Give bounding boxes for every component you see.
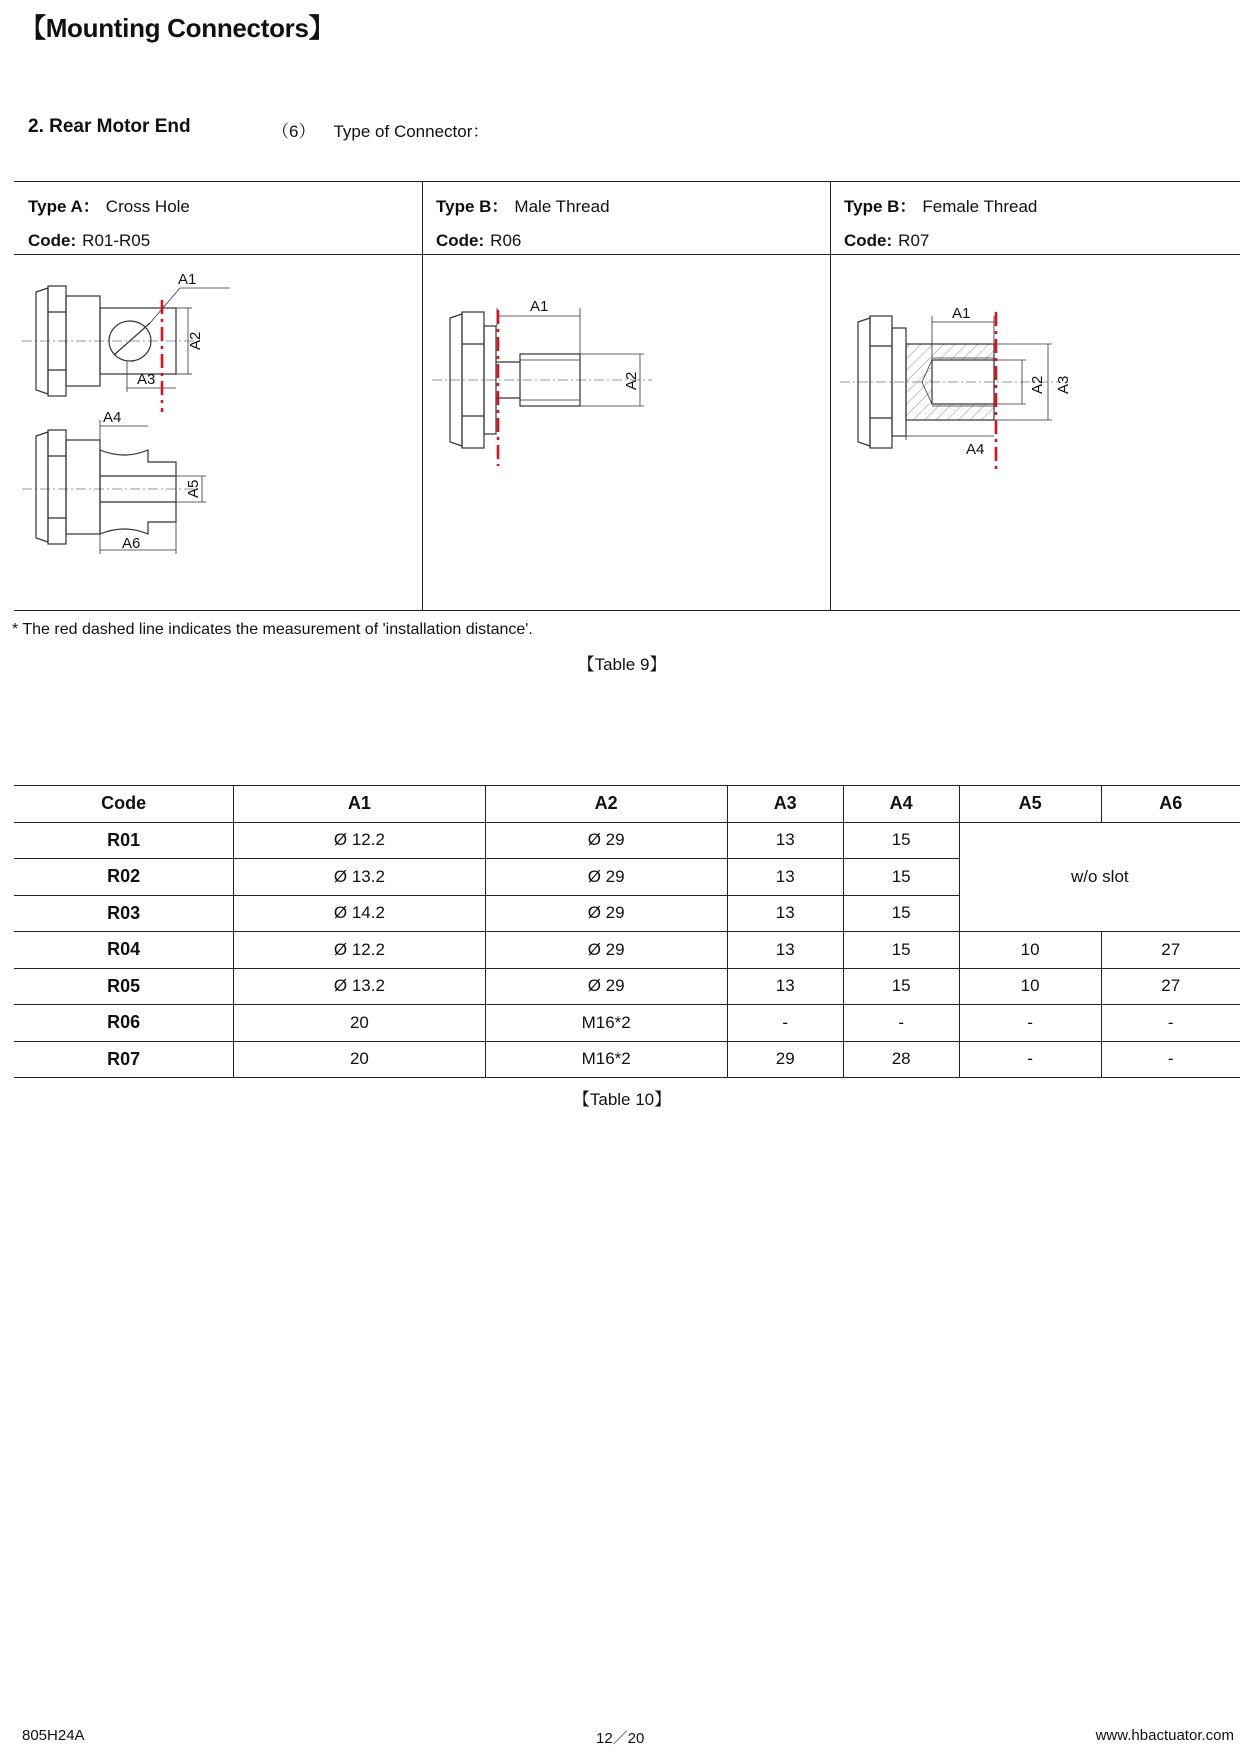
female-thread-drawing: [830, 254, 1240, 610]
cell: Ø 29: [485, 895, 727, 932]
male-thread-drawing: [422, 254, 830, 610]
col-header: A6: [1101, 786, 1240, 823]
table-header-row: [14, 786, 1240, 823]
cell: -: [1101, 1005, 1240, 1042]
row-code: R03: [14, 895, 234, 932]
section-heading: 2. Rear Motor End: [28, 116, 191, 137]
table-row: [14, 932, 1240, 969]
type-a-header: Type A： Cross Hole Code: R01-R05: [28, 197, 190, 250]
cell: 27: [1101, 932, 1240, 969]
col-header: A4: [843, 786, 959, 823]
cell: 10: [959, 932, 1101, 969]
table-row: [14, 1005, 1240, 1042]
cross-hole-drawing: [14, 254, 422, 610]
svg-text:A4: A4: [103, 409, 122, 426]
cell: 27: [1101, 968, 1240, 1005]
footer-doc-code: 805H24A: [22, 1727, 85, 1744]
cell: 10: [959, 968, 1101, 1005]
row-code: R01: [14, 822, 234, 859]
cell: 13: [727, 822, 843, 859]
cell: Ø 29: [485, 932, 727, 969]
cell: Ø 29: [485, 822, 727, 859]
svg-text:A2: A2: [623, 371, 640, 390]
cell: 13: [727, 968, 843, 1005]
svg-text:A5: A5: [185, 479, 202, 498]
cell: 29: [727, 1041, 843, 1078]
cell: -: [727, 1005, 843, 1042]
cell: 28: [843, 1041, 959, 1078]
cell: Ø 13.2: [234, 859, 485, 896]
cell: Ø 29: [485, 968, 727, 1005]
cell: 13: [727, 895, 843, 932]
cell: Ø 13.2: [234, 968, 485, 1005]
cell: 15: [843, 968, 959, 1005]
table-row: [14, 968, 1240, 1005]
col-header: A3: [727, 786, 843, 823]
svg-text:A3: A3: [137, 371, 156, 388]
cell: Ø 14.2: [234, 895, 485, 932]
cell: 15: [843, 859, 959, 896]
cell: Ø 12.2: [234, 932, 485, 969]
cell: -: [959, 1041, 1101, 1078]
svg-text:A1: A1: [530, 298, 549, 315]
footer-website[interactable]: www.hbactuator.com: [1095, 1727, 1234, 1744]
svg-text:A6: A6: [122, 535, 141, 552]
type-b-male-header: Type B： Male Thread Code: R06: [436, 197, 610, 250]
cell: 13: [727, 932, 843, 969]
col-header: A1: [234, 786, 485, 823]
svg-text:A1: A1: [178, 271, 197, 288]
cell: 20: [234, 1041, 485, 1078]
cell: -: [1101, 1041, 1240, 1078]
subsection-heading: [272, 117, 489, 142]
row-code: R02: [14, 859, 234, 896]
svg-text:A3: A3: [1055, 375, 1072, 394]
svg-text:A2: A2: [1029, 375, 1046, 394]
cell: 13: [727, 859, 843, 896]
svg-text:A1: A1: [952, 305, 971, 322]
page-title: 【Mounting Connectors】: [20, 13, 335, 43]
cell: Ø 29: [485, 859, 727, 896]
svg-text:A2: A2: [187, 331, 204, 350]
cell: M16*2: [485, 1041, 727, 1078]
type-b-female-header: Type B： Female Thread Code: R07: [844, 197, 1038, 250]
installation-distance-note: * The red dashed line indicates the measurement of 'installation distance'.: [12, 621, 533, 638]
cell: Ø 12.2: [234, 822, 485, 859]
cell: 15: [843, 822, 959, 859]
col-header: A5: [959, 786, 1101, 823]
col-header: Code: [14, 786, 234, 823]
svg-text:A4: A4: [966, 441, 985, 458]
footer-page-number: 12／20: [596, 1730, 645, 1747]
cell: M16*2: [485, 1005, 727, 1042]
table-10-caption: 【Table 10】: [572, 1090, 672, 1109]
table-row: [14, 1041, 1240, 1078]
subsection-label: Type of Connector：: [333, 122, 490, 141]
cell: 15: [843, 895, 959, 932]
connector-type-table: [14, 181, 1240, 611]
dimension-table: [14, 785, 1240, 1078]
cell: -: [959, 1005, 1101, 1042]
cell: -: [843, 1005, 959, 1042]
cell: 20: [234, 1005, 485, 1042]
row-code: R04: [14, 932, 234, 969]
col-header: A2: [485, 786, 727, 823]
table-9-caption: 【Table 9】: [577, 655, 667, 674]
subsection-number: （6）: [272, 122, 316, 141]
no-slot-cell: w/o slot: [959, 822, 1240, 932]
row-code: R07: [14, 1041, 234, 1078]
cell: 15: [843, 932, 959, 969]
row-code: R05: [14, 968, 234, 1005]
table-row: [14, 822, 1240, 859]
row-code: R06: [14, 1005, 234, 1042]
